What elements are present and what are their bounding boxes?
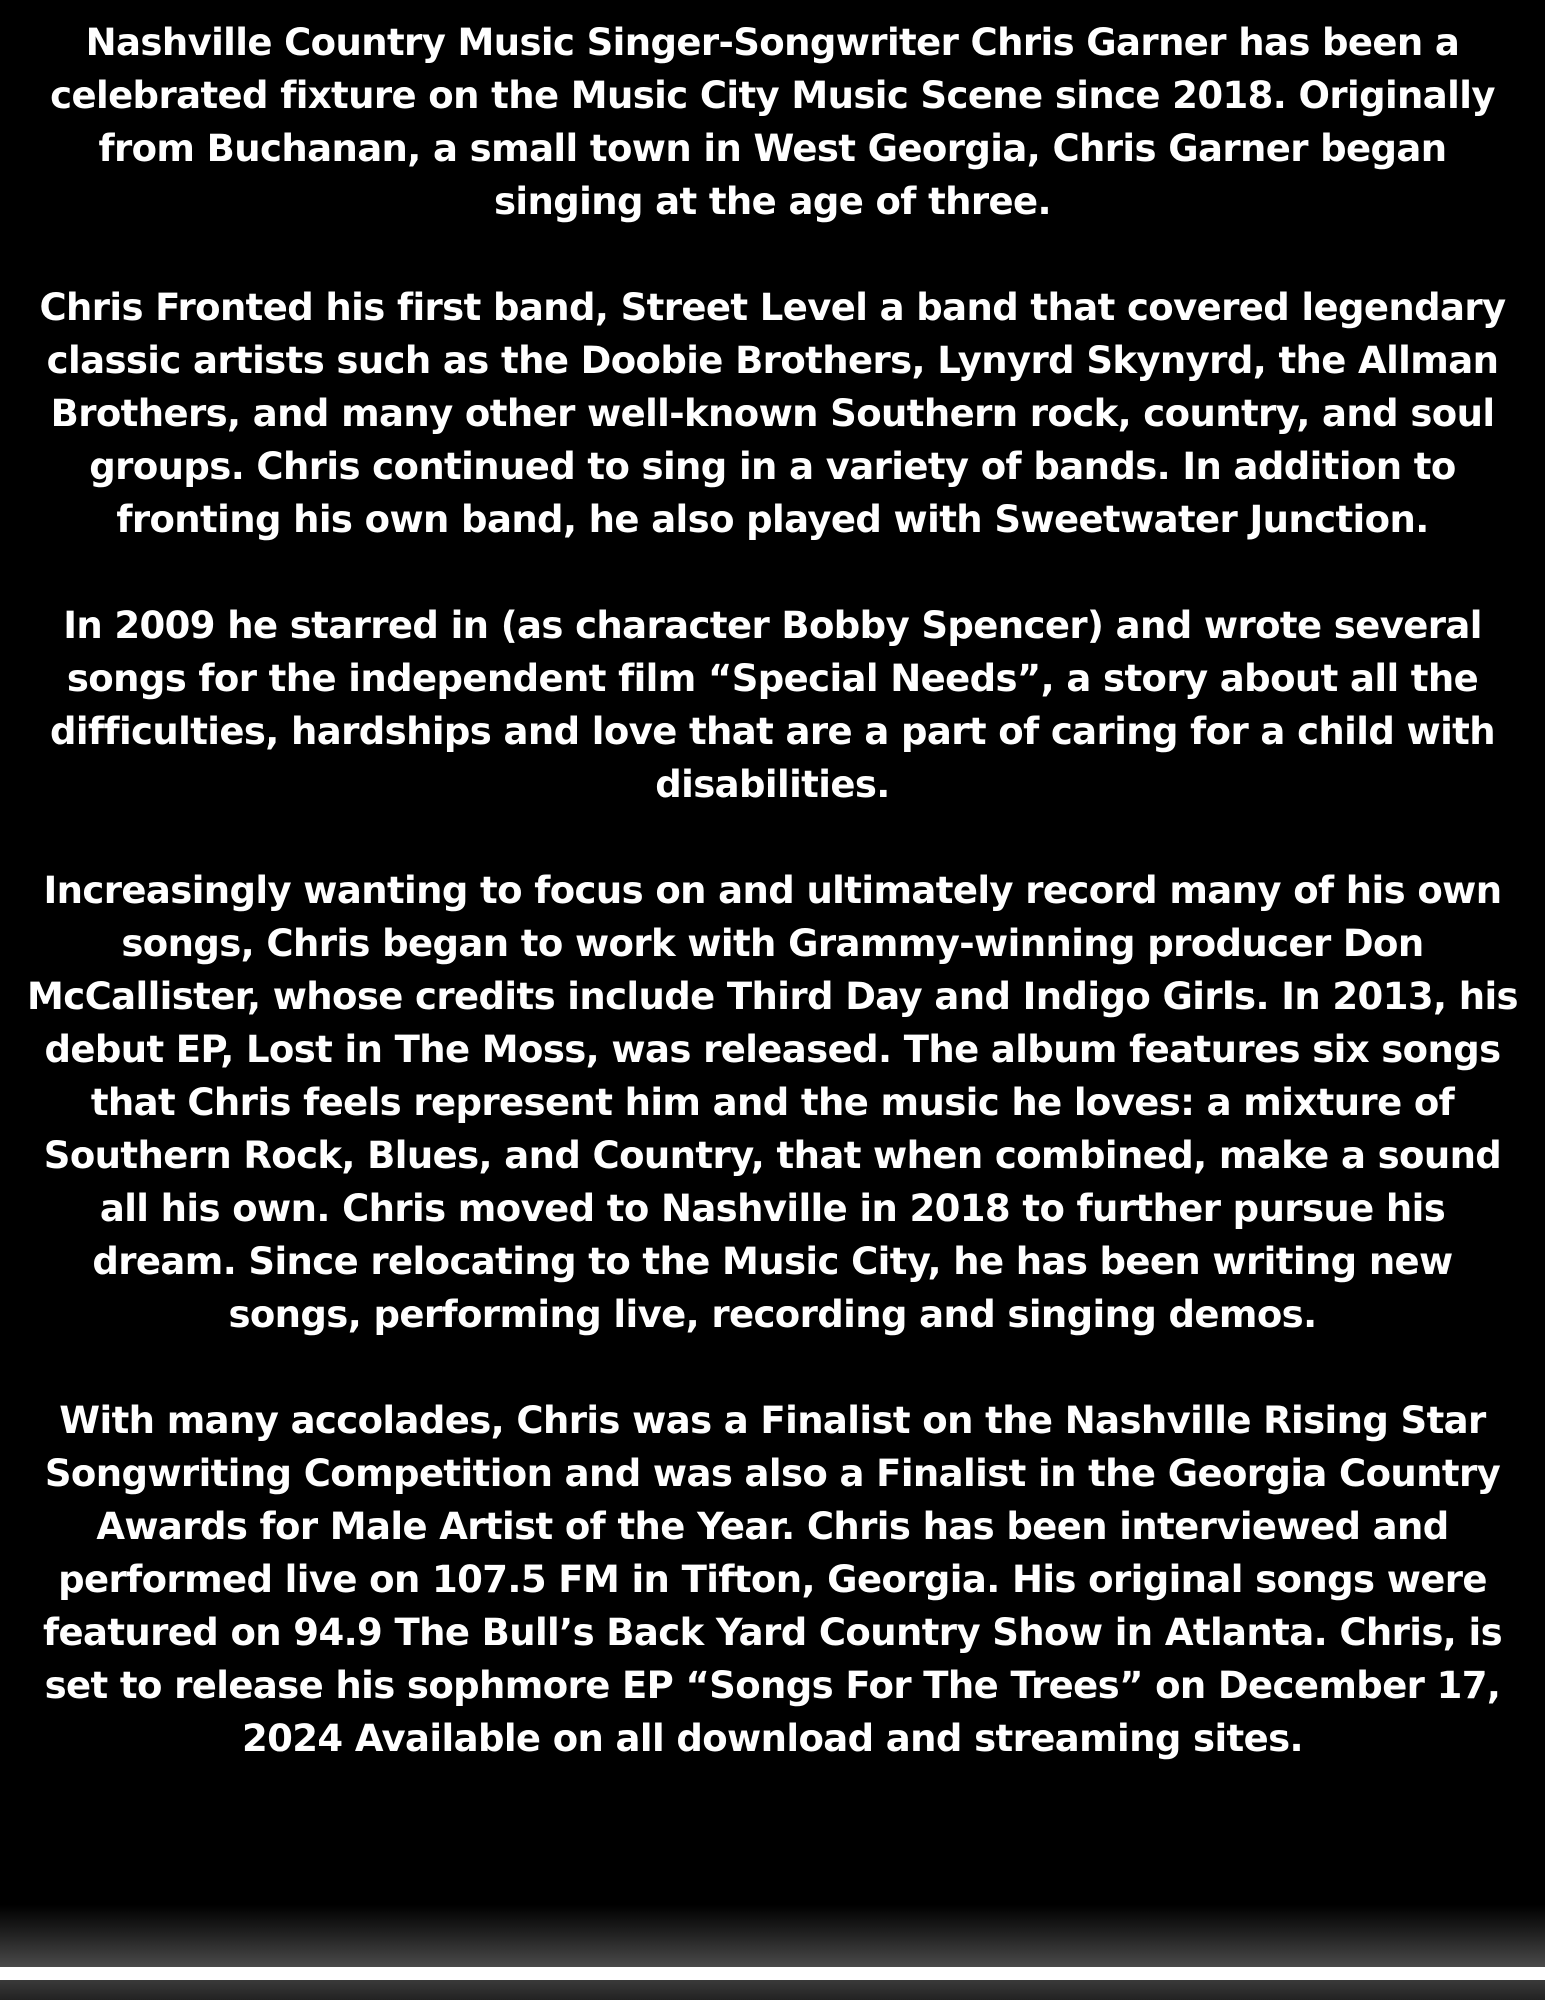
bio-paragraph-accolades: With many accolades, Chris was a Finalist on the Nashville Rising Star Songwriting Competition and was also a Finalist in the Georgia Country Awards for Male Artist of the Year. Chris has been interviewed and performed live on 107.5 FM in Tifton, Georgia. His original songs were featured on 94.9 The Bull’s Back Yard Country Show in Atlanta. Chris, is set to release his sophmore EP “Songs For The Trees” on December 17, 2024 Available on all download and streaming sites. — [42, 1399, 1503, 1760]
bio-paragraph-film: In 2009 he starred in (as character Bobby Spencer) and wrote several songs for the independent film “Special Needs”, a story about all the difficulties, hardships and love that are a part of caring for a child with disabilities. — [50, 604, 1495, 806]
bio-paragraph-recording: Increasingly wanting to focus on and ultimately record many of his own songs, Chris began to work with Grammy-winning producer Don McCallister, whose credits include Third Day and Indigo Girls. In 2013, his debut EP, Lost in The Moss, was released. The album features six songs that Chris feels represent him and the music he loves: a mixture of Southern Rock, Blues, and Country, that when combined, make a sound all his own. Chris moved to Nashville in 2018 to further pursue his dream. Since relocating to the Music City, he has been writing new songs, performing live, recording and singing demos. — [27, 869, 1518, 1336]
bottom-band — [0, 1980, 1545, 2000]
bio-paragraph-first-band: Chris Fronted his first band, Street Level a band that covered legendary classic artists such as the Doobie Brothers, Lynyrd Skynyrd, the Allman Brothers, and many other well-known Southern rock, country, and soul groups. Chris continued to sing in a variety of bands. In addition to fronting his own band, he also played with Sweetwater Junction. — [39, 286, 1506, 541]
bottom-gradient-fade — [0, 1905, 1545, 1967]
artist-bio — [24, 16, 1521, 1765]
bottom-divider-stripe — [0, 1967, 1545, 1980]
bio-paragraph-intro: Nashville Country Music Singer-Songwriter Chris Garner has been a celebrated fixture on the Music City Music Scene since 2018. Originally from Buchanan, a small town in West Georgia, Chris Garner began singing at the age of three. — [50, 21, 1495, 223]
